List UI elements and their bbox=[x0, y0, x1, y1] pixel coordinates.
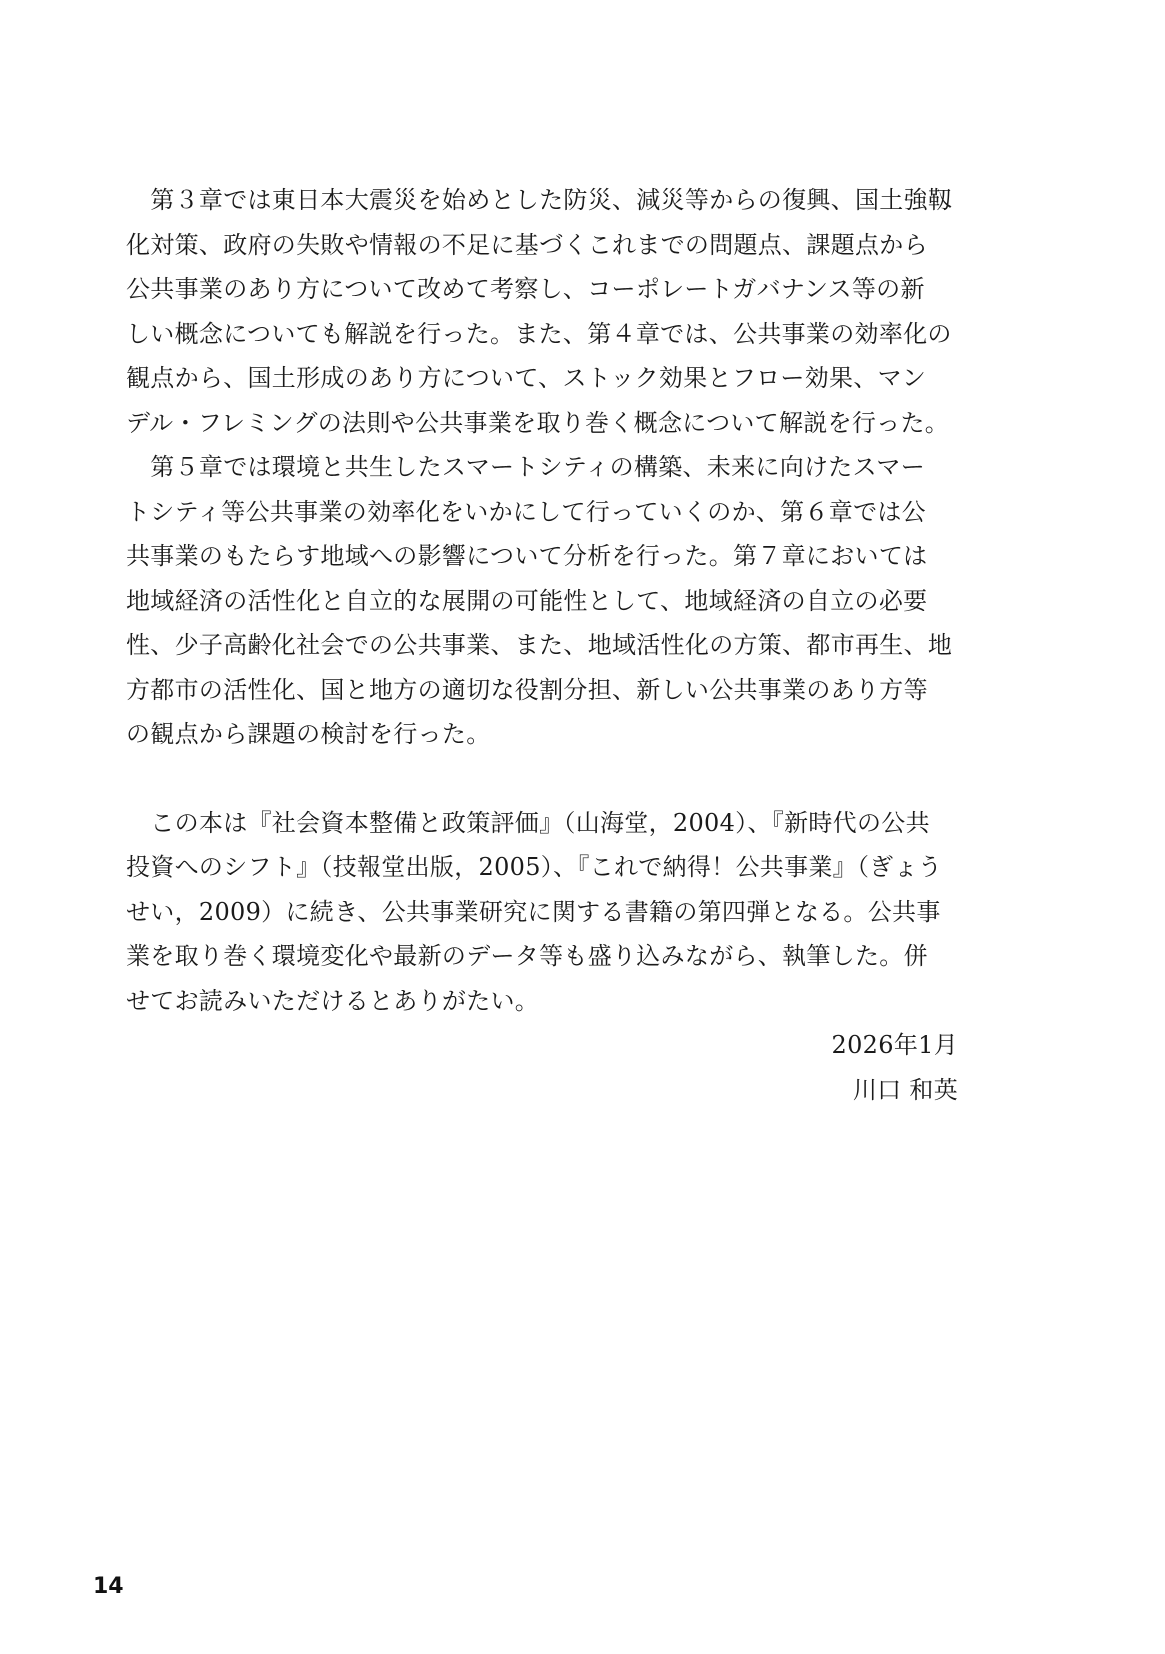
paragraph-about-book bbox=[126, 801, 966, 1024]
text-line: 業を取り巻く環境変化や最新のデータ等も盛り込みながら、執筆した。併 bbox=[126, 942, 928, 970]
paragraph-chapters-3-4 bbox=[126, 178, 966, 445]
page-number: 14 bbox=[93, 1574, 124, 1599]
text-line: 地域経済の活性化と自立的な展開の可能性として、地域経済の自立の必要 bbox=[126, 586, 928, 615]
text-line: デル・フレミングの法則や公共事業を取り巻く概念について解説を行った。 bbox=[126, 408, 950, 437]
text-line: 観点から、国土形成のあり方について、ストック効果とフロー効果、マン bbox=[126, 364, 927, 392]
text-line: 性、少子高齢化社会での公共事業、また、地域活性化の方策、都市再生、地 bbox=[126, 631, 953, 659]
paragraph-spacer bbox=[126, 757, 966, 801]
signature-date: 2026年1月 bbox=[831, 1031, 958, 1059]
signature-block bbox=[126, 1023, 966, 1112]
text-line: 公共事業のあり方について改めて考察し、コーポレートガバナンス等の新 bbox=[126, 275, 925, 303]
text-line: 第３章では東日本大震災を始めとした防災、減災等からの復興、国土強靱 bbox=[126, 186, 953, 214]
body-text bbox=[126, 178, 966, 1112]
text-line: しい概念についても解説を行った。また、第４章では、公共事業の効率化の bbox=[126, 319, 952, 348]
text-line: 共事業のもたらす地域への影響について分析を行った。第７章においては bbox=[126, 542, 928, 570]
text-line: 第５章では環境と共生したスマートシティの構築、未来に向けたスマー bbox=[126, 453, 926, 481]
text-line: 化対策、政府の失敗や情報の不足に基づくこれまでの問題点、課題点から bbox=[126, 230, 928, 259]
text-line: せい，2009）に続き、公共事業研究に関する書籍の第四弾となる。公共事 bbox=[126, 897, 941, 926]
text-line: トシティ等公共事業の効率化をいかにして行っていくのか、第６章では公 bbox=[126, 497, 926, 526]
signature-author: 川口 和英 bbox=[852, 1075, 958, 1104]
text-line: この本は『社会資本整備と政策評価』（山海堂，2004）、『新時代の公共 bbox=[126, 808, 930, 837]
text-line: せてお読みいただけるとありがたい。 bbox=[126, 986, 540, 1015]
paragraph-chapters-5-7 bbox=[126, 445, 966, 757]
text-line: 投資へのシフト』（技報堂出版，2005）、『これで納得！公共事業』（ぎょう bbox=[126, 853, 943, 881]
text-line: の観点から課題の検討を行った。 bbox=[126, 720, 491, 748]
text-line: 方都市の活性化、国と地方の適切な役割分担、新しい公共事業のあり方等 bbox=[126, 675, 928, 704]
